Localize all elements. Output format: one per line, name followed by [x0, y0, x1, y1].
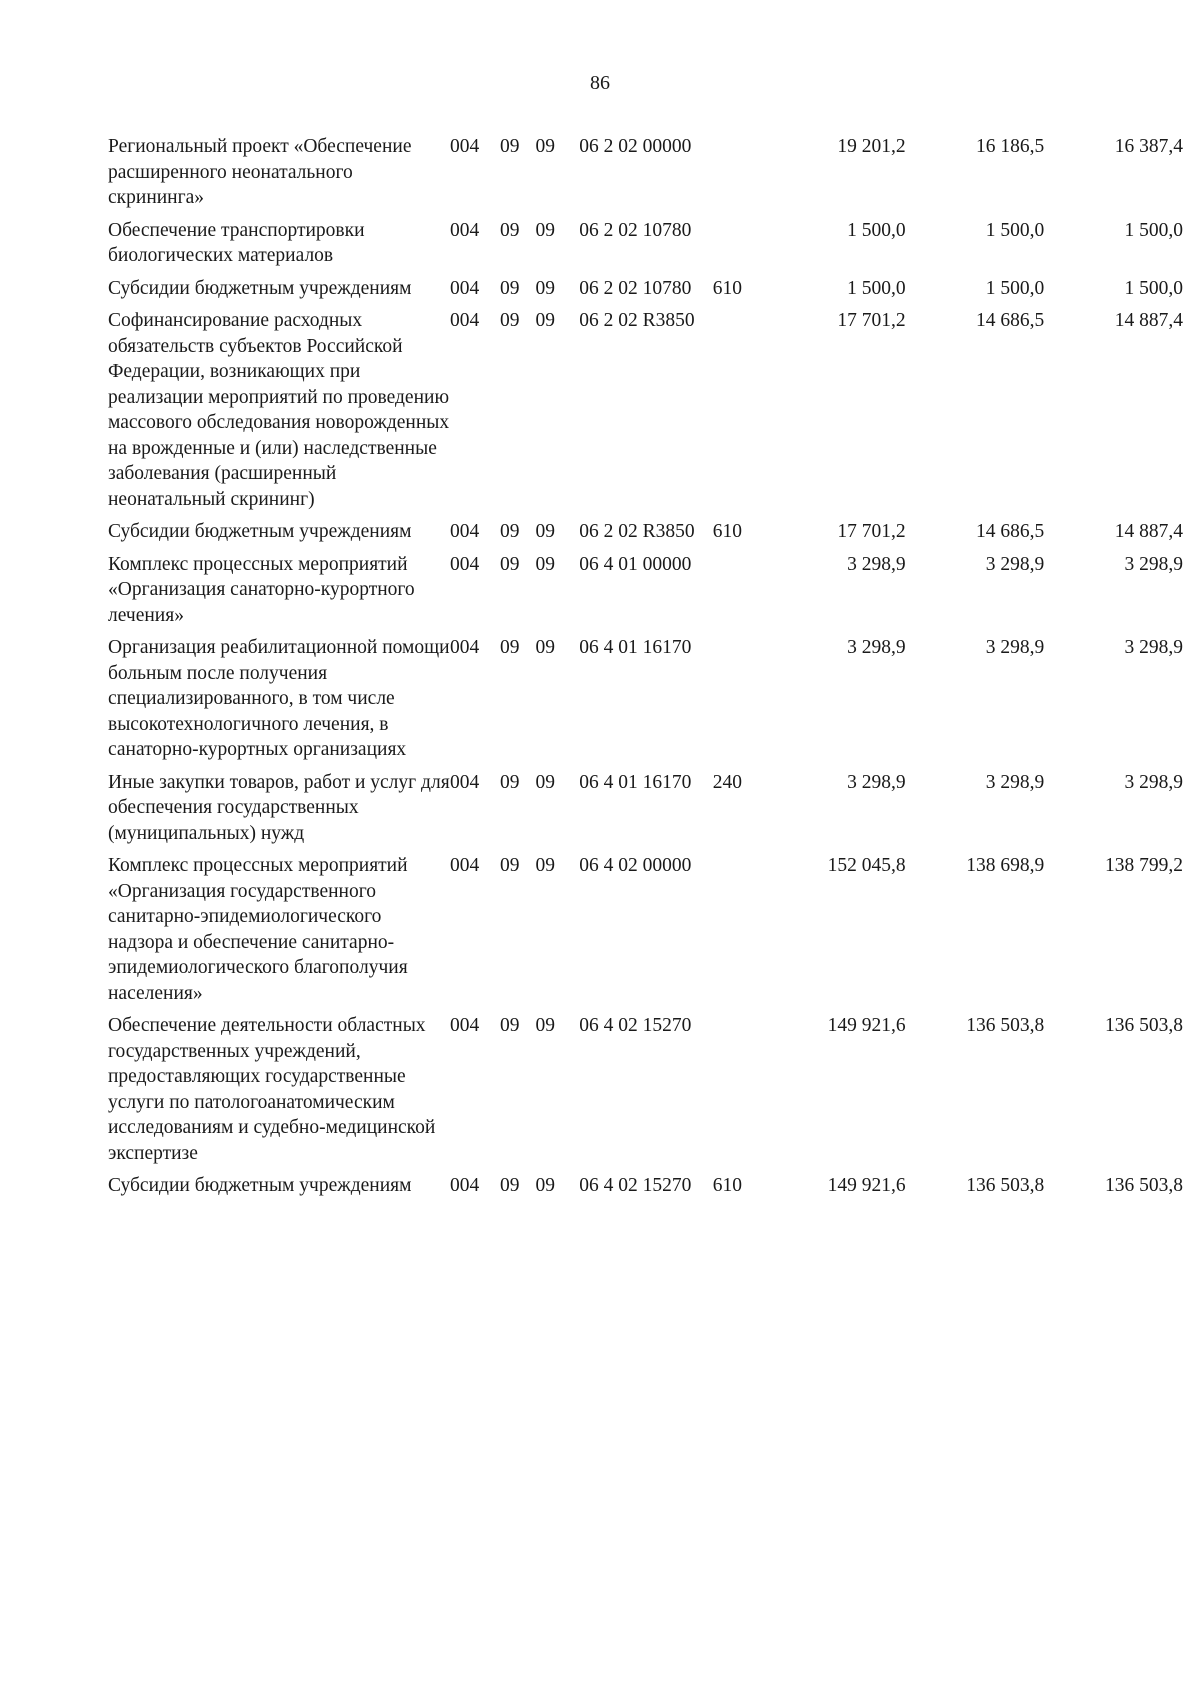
- row-expense-type: [713, 218, 767, 276]
- row-name: Региональный проект «Обеспечение расширенного неонатального скрининга»: [108, 136, 412, 208]
- row-name: Обеспечение деятельности областных государственных учреждений, предоставляющих государственные услуги по патологоанатомическим исследованиям и судебно-медицинской экспертизе: [108, 1015, 436, 1164]
- row-section-code: 09: [500, 1175, 520, 1196]
- row-target-article: 06 4 02 15270: [579, 1175, 692, 1196]
- row-expense-type: [713, 853, 767, 1013]
- row-ministry-code: 004: [449, 637, 480, 658]
- row-section-code: 09: [500, 553, 520, 575]
- row-amount-1: 19 201,2: [837, 136, 906, 157]
- row-amount-1: 152 045,8: [827, 855, 906, 876]
- row-section-code: 09: [500, 277, 520, 299]
- page-number: 86: [590, 72, 610, 94]
- row-subsection-code: 09: [535, 553, 555, 575]
- row-expense-type: [713, 308, 767, 519]
- row-ministry-code: 004: [449, 1175, 480, 1196]
- row-amount-1: 17 701,2: [837, 310, 906, 331]
- row-subsection-code: 09: [535, 277, 555, 299]
- row-amount-2: 3 298,9: [985, 637, 1045, 658]
- row-expense-type: [713, 134, 767, 218]
- row-section-code: 09: [500, 637, 520, 658]
- row-target-article: 06 2 02 10780: [579, 277, 692, 299]
- row-ministry-code: 004: [449, 310, 480, 331]
- row-target-article: 06 4 02 15270: [579, 1015, 692, 1036]
- row-amount-3: 14 887,4: [1114, 521, 1183, 542]
- row-name: Субсидии бюджетным учреждениям: [108, 1175, 412, 1196]
- table-row: [108, 308, 1183, 519]
- row-section-code: 09: [500, 310, 520, 331]
- row-amount-3: 136 503,8: [1105, 1175, 1183, 1196]
- table-row: [108, 635, 1183, 770]
- row-section-code: 09: [500, 219, 520, 241]
- row-subsection-code: 09: [535, 136, 555, 157]
- row-amount-3: 1 500,0: [1124, 277, 1183, 299]
- row-amount-3: 136 503,8: [1105, 1015, 1183, 1036]
- row-amount-2: 136 503,8: [966, 1175, 1045, 1196]
- row-section-code: 09: [500, 771, 520, 793]
- row-subsection-code: 09: [535, 855, 555, 876]
- row-name: Субсидии бюджетным учреждениям: [108, 277, 412, 299]
- row-section-code: 09: [500, 521, 520, 542]
- row-name: Иные закупки товаров, работ и услуг для обеспечения государственных (муниципальных) нужд: [108, 771, 450, 844]
- row-expense-type: [713, 1013, 767, 1173]
- row-ministry-code: 004: [449, 771, 480, 793]
- row-expense-type: 610: [712, 1175, 742, 1196]
- row-amount-2: 16 186,5: [976, 136, 1045, 157]
- row-target-article: 06 2 02 R3850: [579, 310, 695, 331]
- row-amount-2: 3 298,9: [985, 553, 1045, 575]
- row-name: Софинансирование расходных обязательств субъектов Российской Федерации, возникающих при реализации мероприятий по проведению массового обследования новорожденных на врожденные и (или) наследственные заболевания (расширенный неонатальный скрининг): [108, 310, 450, 510]
- table-row: [108, 770, 1183, 854]
- row-subsection-code: 09: [535, 1175, 555, 1196]
- row-ministry-code: 004: [449, 136, 480, 157]
- budget-table: [108, 134, 1183, 1206]
- row-amount-2: 3 298,9: [985, 771, 1045, 793]
- table-row: [108, 134, 1183, 218]
- table-row: [108, 218, 1183, 276]
- row-name: Комплекс процессных мероприятий «Организация санаторно-курортного лечения»: [108, 553, 415, 626]
- row-amount-1: 17 701,2: [837, 521, 906, 542]
- row-ministry-code: 004: [449, 1015, 480, 1036]
- row-name: Комплекс процессных мероприятий «Организация государственного санитарно-эпидемиологического надзора и обеспечение санитарно-эпидемиологического благополучия населения»: [108, 855, 408, 1004]
- table-row: [108, 552, 1183, 636]
- row-target-article: 06 4 01 16170: [579, 637, 692, 658]
- row-section-code: 09: [500, 1015, 520, 1036]
- row-amount-2: 138 698,9: [966, 855, 1045, 876]
- row-amount-3: 138 799,2: [1105, 855, 1183, 876]
- row-amount-3: 1 500,0: [1124, 219, 1183, 241]
- row-name: Обеспечение транспортировки биологических материалов: [108, 219, 365, 266]
- row-section-code: 09: [500, 136, 520, 157]
- row-amount-3: 3 298,9: [1124, 637, 1183, 658]
- row-amount-2: 136 503,8: [966, 1015, 1045, 1036]
- row-amount-2: 1 500,0: [985, 277, 1045, 299]
- row-amount-1: 3 298,9: [847, 771, 906, 793]
- row-target-article: 06 4 01 16170: [579, 771, 692, 793]
- row-amount-2: 14 686,5: [976, 521, 1045, 542]
- row-amount-1: 3 298,9: [847, 637, 906, 658]
- row-name: Субсидии бюджетным учреждениям: [108, 521, 412, 542]
- row-amount-3: 14 887,4: [1114, 310, 1183, 331]
- row-target-article: 06 2 02 10780: [579, 219, 692, 241]
- row-expense-type: 610: [712, 277, 742, 299]
- row-amount-1: 1 500,0: [847, 277, 906, 299]
- row-section-code: 09: [500, 855, 520, 876]
- row-amount-1: 1 500,0: [847, 219, 906, 241]
- table-row: [108, 853, 1183, 1013]
- row-target-article: 06 4 02 00000: [579, 855, 692, 876]
- row-ministry-code: 004: [449, 553, 480, 575]
- row-expense-type: 240: [712, 771, 742, 793]
- row-subsection-code: 09: [535, 1015, 555, 1036]
- row-amount-2: 14 686,5: [976, 310, 1045, 331]
- row-subsection-code: 09: [535, 521, 555, 542]
- row-target-article: 06 2 02 R3850: [579, 521, 695, 542]
- row-expense-type: [713, 635, 767, 770]
- row-subsection-code: 09: [535, 771, 555, 793]
- row-amount-1: 149 921,6: [827, 1175, 906, 1196]
- row-subsection-code: 09: [535, 310, 555, 331]
- row-expense-type: 610: [712, 521, 742, 542]
- row-expense-type: [713, 552, 767, 636]
- budget-table-body: [108, 134, 1183, 1206]
- row-ministry-code: 004: [449, 521, 480, 542]
- row-name: Организация реабилитационной помощи больным после получения специализированного, в том числе высокотехнологичного лечения, в санаторно-курортных организациях: [108, 637, 450, 760]
- row-amount-2: 1 500,0: [985, 219, 1045, 241]
- row-amount-3: 3 298,9: [1124, 771, 1183, 793]
- table-row: [108, 1013, 1183, 1173]
- row-target-article: 06 4 01 00000: [579, 553, 692, 575]
- row-amount-1: 149 921,6: [827, 1015, 906, 1036]
- row-amount-1: 3 298,9: [847, 553, 906, 575]
- row-ministry-code: 004: [449, 219, 480, 241]
- row-amount-3: 16 387,4: [1114, 136, 1183, 157]
- row-subsection-code: 09: [535, 637, 555, 658]
- table-row: [108, 1173, 1183, 1206]
- row-ministry-code: 004: [449, 277, 480, 299]
- table-row: [108, 519, 1183, 552]
- row-target-article: 06 2 02 00000: [579, 136, 692, 157]
- row-subsection-code: 09: [535, 219, 555, 241]
- row-ministry-code: 004: [449, 855, 480, 876]
- table-row: [108, 276, 1183, 309]
- row-amount-3: 3 298,9: [1124, 553, 1183, 575]
